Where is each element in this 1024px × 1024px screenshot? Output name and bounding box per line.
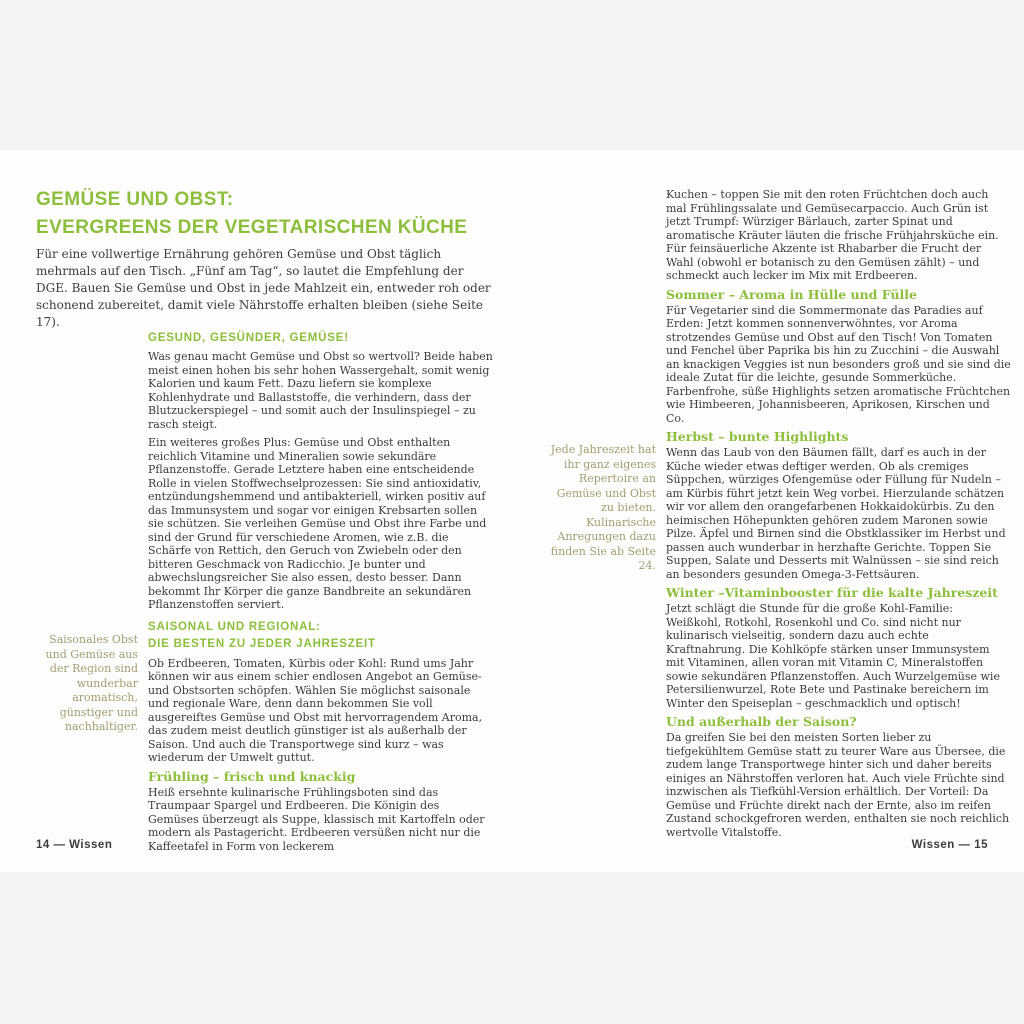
intro-paragraph: Für eine vollwertige Ernährung gehören Gemüse und Obst täglich mehrmals auf den Tisch. „Fünf am Tag“, so lautet die Empfehlung der DGE. Bauen Sie Gemüse und Obst in jede Mahlzeit ein, entweder roh oder schonend zubereitet, damit viele Nährstoffe erhalten bleiben (siehe Seite 17). [36, 247, 491, 329]
section-heading-seasonal [148, 619, 493, 653]
page-title-line2: EVERGREENS DER VEGETARISCHEN KÜCHE [36, 217, 468, 238]
subsection-heading-spring: Frühling – frisch und knackig [148, 768, 356, 784]
paragraph-offseason: Da greifen Sie bei den meisten Sorten lieber zu tiefgekühltem Gemüse statt zu teurer Ware aus Übersee, die zudem lange Transportwege hinter sich und daher bereits einiges an Nährstoffen verloren hat. Auch viele Früchte sind inzwischen als Tiefkühl-Version erhältlich. Der Vorteil: Da Gemüse und Früchte direkt nach der Ernte, also im reifen Zustand schockgefroren werden, enthalten sie noch reichlich wertvolle Vitalstoffe. [666, 731, 1010, 839]
page-title-line1: GEMÜSE UND OBST: [36, 189, 234, 210]
margin-note-seasons: Jede Jahreszeit hat ihr ganz eigenes Repertoire an Gemüse und Obst zu bieten. Kulinarische Anregungen dazu finden Sie ab Seite 24. [550, 443, 656, 572]
subsection-heading-autumn: Herbst – bunte Highlights [666, 429, 849, 444]
subsection-heading-summer: Sommer – Aroma in Hülle und Fülle [666, 286, 917, 302]
section-heading-seasonal-line2: DIE BESTEN ZU JEDER JAHRESZEIT [148, 637, 376, 650]
paragraph-summer: Für Vegetarier sind die Sommermonate das Paradies auf Erden: Jetzt kommen sonnenverwöhntes, vor Aroma strotzendes Gemüse und Obst auf den Tisch! Von Tomaten und Fenchel über Paprika bis hin zu Zucchini – die Auswahl an knackigen Veggies ist nun besonders groß und sie sind die ideale Zutat für die leichte, gesunde Sommerküche. Farbenfrohe, süße Highlights setzen aromatische Früchtchen wie Himbeeren, Johannisbeeren, Aprikosen, Kirschen und Co. [666, 303, 1011, 425]
page-title [36, 186, 506, 242]
page-footer-right: Wissen — 15 [911, 839, 988, 851]
subsection-heading-winter: Winter –Vitaminbooster für die kalte Jahreszeit [666, 585, 998, 600]
paragraph-autumn: Wenn das Laub von den Bäumen fällt, darf es auch in der Küche wieder etwas deftiger werden. Ob als cremiges Süppchen, würziges Ofengemüse oder Füllung für Nudeln – am Kürbis führt jetzt kein Weg vorbei. Hierzulande schätzen wir vor allem den orangefarbenen Hokkaidokürbis. Zu den heimischen Höhepunkten gehören zudem Maronen sowie Pilze. Äpfel und Birnen sind die Obstklassiker im Herbst und passen auch wunderbar in herzhafte Gerichte. Toppen Sie Suppen, Salate und Desserts mit Walnüssen – sie sind reich an besonders gesunden Omega-3-Fettsäuren. [666, 446, 1006, 581]
paragraph-spring: Heiß ersehnte kulinarische Frühlingsboten sind das Traumpaar Spargel und Erdbeeren. Die Königin des Gemüses überzeugt als Suppe, klassisch mit Kartoffeln oder modern als Pastagericht. Erdbeeren versüßen nicht nur die Kaffeetafel in Form von leckerem [148, 785, 485, 853]
paragraph-seasonal: Ob Erdbeeren, Tomaten, Kürbis oder Kohl: Rund ums Jahr können wir aus einem schier endlosen Angebot an Gemüse- und Obstsorten schöpfen. Wählen Sie möglichst saisonale und regionale Ware, denn dann bekommen Sie voll ausgereiftes Gemüse und Obst mit hervorragendem Aroma, das zudem meist deutlich günstiger ist als außerhalb der Saison. Und auch die Transportwege sind kurz – was wiederum der Umwelt guttut. [148, 656, 483, 764]
margin-note-regional: Saisonales Obst und Gemüse aus der Region sind wunderbar aromatisch, günstiger und nachhaltiger. [45, 633, 138, 733]
subsection-heading-offseason: Und außerhalb der Saison? [666, 714, 857, 729]
paragraph-healthy-2: Ein weiteres großes Plus: Gemüse und Obst enthalten reichlich Vitamine und Mineralien sowie sekundäre Pflanzenstoffe. Gerade Letztere haben eine entscheidende Rolle in vielen Stoffwechselprozessen: Sie sind antioxidativ, entzündungshemmend und antibakteriell, wirken positiv auf das Immunsystem und sogar vor einigen Krebsarten sollen sie schützen. Sie verleihen Gemüse und Obst ihre Farbe und sind der Grund für verschiedene Aromen, wie z.B. die Schärfe von Rettich, den Geruch von Zwiebeln oder den bitteren Geschmack von Radicchio. Je bunter und abwechslungsreicher Sie also essen, desto besser. Dann bekommt Ihr Körper die ganze Bandbreite an sekundären Pflanzenstoffen serviert. [148, 436, 487, 611]
section-heading-healthy: GESUND, GESÜNDER, GEMÜSE! [148, 332, 349, 344]
paragraph-winter: Jetzt schlägt die Stunde für die große Kohl-Familie: Weißkohl, Rotkohl, Rosenkohl und Co. sind nicht nur kulinarisch vielseitig, sondern dazu auch echte Kraftnahrung. Die Kohlköpfe stärken unser Immunsystem mit Vitaminen, allen voran mit Vitamin C, Mineralstoffen sowie sekundären Pflanzenstoffen. Auch Wurzelgemüse wie Petersilienwurzel, Rote Bete und Pastinake bereichern im Winter den Speiseplan – geschmacklich und optisch! [666, 602, 1000, 710]
right-text-column [666, 188, 1011, 844]
page-footer-left: 14 — Wissen [36, 839, 113, 851]
left-text-column [148, 330, 493, 858]
paragraph-healthy-1: Was genau macht Gemüse und Obst so wertvoll? Beide haben meist einen hohen bis sehr hohen Wassergehalt, somit wenig Kalorien und kaum Fett. Dazu liefern sie komplexe Kohlenhydrate und Ballaststoffe, die verhindern, dass der Blutzuckerspiegel – und somit auch der Insulinspiegel – zu rasch steigt. [148, 350, 493, 431]
paragraph-spring-continued: Kuchen – toppen Sie mit den roten Früchtchen doch auch mal Frühlingssalate und Gemüsecarpaccio. Auch Grün ist jetzt Trumpf: Würziger Bärlauch, zarter Spinat und aromatische Kräuter läuten die frische Frühjahrsküche ein. Für feinsäuerliche Akzente ist Rhabarber die Frucht der Wahl (obwohl er botanisch zu den Gemüsen zählt) – und schmeckt auch lecker im Mix mit Erdbeeren. [666, 188, 999, 282]
section-heading-seasonal-line1: SAISONAL UND REGIONAL: [148, 620, 321, 633]
